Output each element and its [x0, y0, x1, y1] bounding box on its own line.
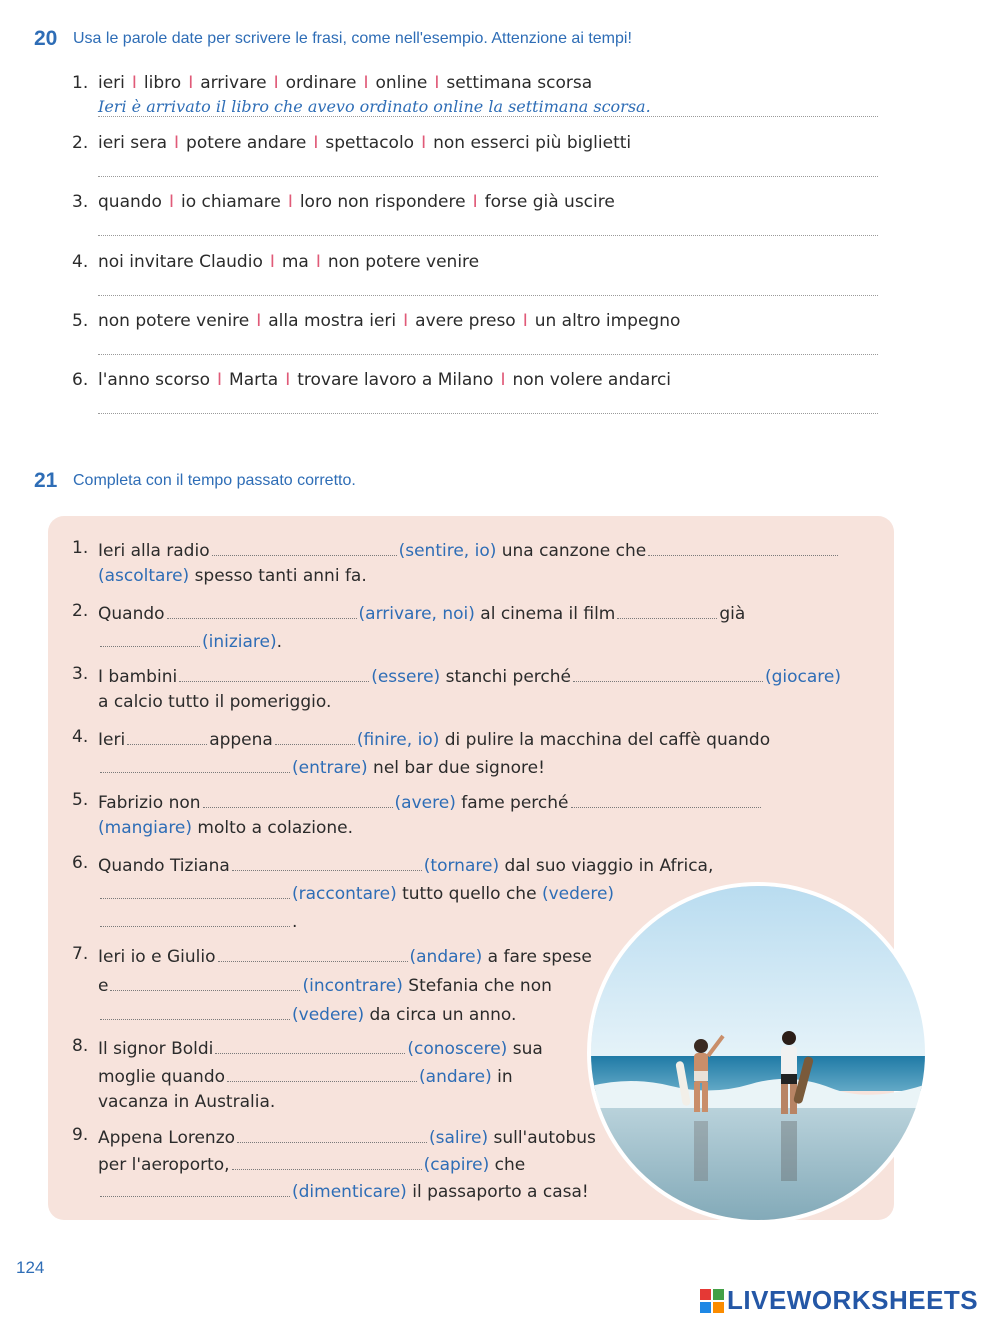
word-separator: I — [500, 370, 506, 390]
prompt-word: non potere venire — [327, 252, 480, 272]
sentence-text: dal suo viaggio in Africa, — [499, 856, 714, 876]
ex21-item-1-line — [98, 566, 367, 586]
sentence-text: Ieri alla radio — [98, 541, 210, 561]
prompt-word: online — [375, 73, 428, 93]
word-separator: I — [188, 73, 194, 93]
ex21-item-number: 3. — [72, 664, 89, 684]
answer-blank[interactable] — [573, 664, 763, 682]
word-separator: I — [217, 370, 223, 390]
sentence-text: Quando Tiziana — [98, 856, 230, 876]
example-answer: Ieri è arrivato il libro che avevo ordinato online la settimana scorsa. — [98, 97, 651, 116]
sentence-text: Fabrizio non — [98, 793, 201, 813]
liveworksheets-logo — [700, 1285, 978, 1316]
answer-blank[interactable] — [227, 1064, 417, 1082]
ex21-item-4-line — [98, 755, 545, 778]
ex20-item-5 — [72, 311, 680, 331]
answer-blank[interactable] — [179, 664, 369, 682]
sentence-text: moglie quando — [98, 1067, 226, 1087]
prompt-word: forse già uscire — [484, 192, 615, 212]
answer-blank[interactable] — [100, 1179, 290, 1197]
ex21-item-7-line — [98, 944, 592, 967]
item-number: 2. — [72, 133, 89, 153]
answer-blank[interactable] — [237, 1125, 427, 1143]
answer-blank[interactable] — [100, 755, 290, 773]
sentence-text: tutto quello che — [396, 884, 542, 904]
exercise-21-number: 21 — [34, 469, 58, 492]
sentence-text: Appena Lorenzo — [98, 1128, 236, 1148]
ex20-item-6 — [72, 370, 671, 390]
prompt-word: ordinare — [285, 73, 357, 93]
answer-blank[interactable] — [203, 790, 393, 808]
verb-hint: (tornare) — [423, 856, 500, 876]
word-separator: I — [315, 252, 321, 272]
answer-blank[interactable] — [100, 909, 290, 927]
sentence-text: Ieri — [98, 730, 126, 750]
prompt-word: ieri — [98, 73, 125, 93]
answer-blank[interactable] — [127, 727, 207, 745]
answer-line[interactable] — [98, 354, 878, 355]
sentence-text: nel bar due signore! — [367, 758, 545, 778]
item-number: 3. — [72, 192, 89, 212]
prompt-word: potere andare — [186, 133, 307, 153]
prompt-word: noi invitare Claudio — [98, 252, 263, 272]
ex20-item-4 — [72, 252, 479, 272]
ex21-item-6-line — [98, 853, 713, 876]
answer-blank[interactable] — [571, 790, 761, 808]
answer-line[interactable] — [98, 413, 878, 414]
prompt-word: ieri sera — [98, 133, 168, 153]
prompt-word: trovare lavoro a Milano — [297, 370, 494, 390]
verb-hint: (iniziare) — [202, 632, 277, 652]
prompt-word: arrivare — [200, 73, 267, 93]
ex21-item-number: 6. — [72, 853, 89, 873]
answer-line[interactable] — [98, 176, 878, 177]
verb-hint: (mangiare) — [98, 818, 193, 838]
prompt-word: ma — [281, 252, 309, 272]
answer-line[interactable] — [98, 235, 878, 236]
ex21-item-2-line — [98, 629, 282, 652]
verb-hint: (incontrare) — [302, 976, 403, 996]
beach-scene-icon — [591, 886, 929, 1224]
word-separator: I — [256, 311, 262, 331]
sentence-text: che — [489, 1155, 526, 1175]
liveworksheets-grid-icon — [700, 1289, 724, 1313]
sentence-text: appena — [209, 730, 273, 750]
ex21-item-9-line — [98, 1179, 589, 1202]
ex21-item-3-line — [98, 664, 841, 687]
sentence-text: per l'aeroporto, — [98, 1155, 230, 1175]
verb-hint: (conoscere) — [407, 1039, 508, 1059]
prompt-word: libro — [143, 73, 182, 93]
verb-hint: (arrivare, noi) — [358, 604, 475, 624]
verb-hint: (giocare) — [765, 667, 842, 687]
verb-hint: (essere) — [371, 667, 441, 687]
brand-name: LIVEWORKSHEETS — [727, 1285, 979, 1315]
sentence-text: di pulire la macchina del caffè quando — [439, 730, 771, 750]
prompt-word: Marta — [229, 370, 279, 390]
sentence-text: al cinema il film — [474, 604, 616, 624]
sentence-text: molto a colazione. — [192, 818, 353, 838]
answer-blank[interactable] — [110, 973, 300, 991]
word-separator: I — [434, 73, 440, 93]
word-separator: I — [131, 73, 137, 93]
prompt-word: io chiamare — [180, 192, 281, 212]
surfers-beach-photo — [587, 882, 929, 1224]
ex20-item-3 — [72, 192, 615, 212]
word-separator: I — [168, 192, 174, 212]
verb-hint: (vedere) — [541, 884, 615, 904]
verb-hint: (andare) — [419, 1067, 492, 1087]
answer-blank[interactable] — [232, 853, 422, 871]
sentence-text: già — [719, 604, 746, 624]
sentence-text: I bambini — [98, 667, 178, 687]
answer-blank[interactable] — [212, 538, 397, 556]
sentence-text: da circa un anno. — [364, 1005, 517, 1025]
word-separator: I — [403, 311, 409, 331]
page-number: 124 — [16, 1258, 45, 1277]
answer-blank[interactable] — [100, 629, 200, 647]
prompt-word: spettacolo — [325, 133, 415, 153]
exercise-21-instruction: Completa con il tempo passato corretto. — [73, 472, 356, 489]
answer-blank[interactable] — [167, 601, 357, 619]
sentence-text: . — [292, 912, 298, 932]
verb-hint: (andare) — [409, 947, 483, 967]
ex21-item-5-line — [98, 818, 353, 838]
answer-line[interactable] — [98, 295, 878, 296]
prompt-word: alla mostra ieri — [268, 311, 397, 331]
sentence-text: sull'autobus — [488, 1128, 596, 1148]
exercise-20-number: 20 — [34, 27, 58, 50]
sentence-text: vacanza in Australia. — [98, 1092, 276, 1112]
sentence-text: . — [276, 632, 283, 652]
ex21-item-3-line — [98, 692, 331, 712]
prompt-word: non volere andarci — [512, 370, 672, 390]
answer-blank[interactable] — [232, 1152, 422, 1170]
ex21-item-number: 9. — [72, 1125, 89, 1145]
word-separator: I — [285, 370, 291, 390]
verb-hint: (ascoltare) — [98, 566, 190, 586]
sentence-text: spesso tanti anni fa. — [189, 566, 367, 586]
item-number: 4. — [72, 252, 89, 272]
verb-hint: (avere) — [394, 793, 456, 813]
exercise-20-instruction: Usa le parole date per scrivere le frasi, come nell'esempio. Attenzione ai tempi! — [73, 30, 632, 47]
item-number: 5. — [72, 311, 89, 331]
item-number: 1. — [72, 73, 89, 93]
verb-hint: (capire) — [423, 1155, 490, 1175]
ex21-item-8-line — [98, 1064, 513, 1087]
ex20-item-2 — [72, 133, 631, 153]
word-separator: I — [269, 252, 275, 272]
prompt-word: non esserci più biglietti — [433, 133, 632, 153]
prompt-word: avere preso — [415, 311, 516, 331]
prompt-word: loro non rispondere — [299, 192, 466, 212]
word-separator: I — [273, 73, 279, 93]
ex21-item-8-line — [98, 1092, 275, 1112]
answer-blank[interactable] — [215, 1036, 405, 1054]
sentence-text: il passaporto a casa! — [406, 1182, 589, 1202]
ex21-item-number: 4. — [72, 727, 89, 747]
ex21-item-4-line — [98, 727, 770, 750]
verb-hint: (sentire, io) — [398, 541, 497, 561]
verb-hint: (entrare) — [292, 758, 368, 778]
sentence-text: fame perché — [455, 793, 569, 813]
word-separator: I — [522, 311, 528, 331]
sentence-text: a fare spese — [482, 947, 592, 967]
sentence-text: sua — [507, 1039, 543, 1059]
word-separator: I — [421, 133, 427, 153]
word-separator: I — [472, 192, 478, 212]
sentence-text: e — [98, 976, 109, 996]
ex21-item-6-line — [98, 881, 614, 904]
answer-blank[interactable] — [617, 601, 717, 619]
ex21-item-9-line — [98, 1152, 525, 1175]
prompt-word: settimana scorsa — [446, 73, 593, 93]
ex21-item-8-line — [98, 1036, 543, 1059]
answer-line[interactable] — [98, 116, 878, 117]
verb-hint: (vedere) — [292, 1005, 365, 1025]
word-separator: I — [174, 133, 180, 153]
sentence-text: Stefania che non — [402, 976, 552, 996]
prompt-word: quando — [98, 192, 162, 212]
item-number: 6. — [72, 370, 89, 390]
prompt-word: non potere venire — [98, 311, 250, 331]
sentence-text: Il signor Boldi — [98, 1039, 214, 1059]
ex21-item-6-line — [98, 909, 297, 932]
answer-blank[interactable] — [100, 1002, 290, 1020]
ex21-item-number: 8. — [72, 1036, 89, 1056]
word-separator: I — [363, 73, 369, 93]
verb-hint: (finire, io) — [356, 730, 440, 750]
ex21-item-9-line — [98, 1125, 596, 1148]
ex21-item-7-line — [98, 1002, 516, 1025]
sentence-text: Ieri io e Giulio — [98, 947, 216, 967]
word-separator: I — [313, 133, 319, 153]
sentence-text: in — [491, 1067, 513, 1087]
ex21-item-5-line — [98, 790, 763, 813]
answer-blank[interactable] — [648, 538, 838, 556]
word-separator: I — [287, 192, 293, 212]
prompt-word: l'anno scorso — [98, 370, 211, 390]
ex21-item-number: 5. — [72, 790, 89, 810]
verb-hint: (dimenticare) — [292, 1182, 407, 1202]
ex21-item-number: 1. — [72, 538, 89, 558]
answer-blank[interactable] — [100, 881, 290, 899]
ex21-item-number: 7. — [72, 944, 89, 964]
ex21-item-7-line — [98, 973, 552, 996]
sentence-text: Quando — [98, 604, 165, 624]
ex20-item-1 — [72, 73, 592, 93]
ex21-item-1-line — [98, 538, 840, 561]
sentence-text: stanchi perché — [440, 667, 571, 687]
ex21-item-2-line — [98, 601, 745, 624]
prompt-word: un altro impegno — [534, 311, 681, 331]
answer-blank[interactable] — [218, 944, 408, 962]
verb-hint: (raccontare) — [292, 884, 397, 904]
verb-hint: (salire) — [429, 1128, 489, 1148]
answer-blank[interactable] — [275, 727, 355, 745]
sentence-text: una canzone che — [496, 541, 647, 561]
sentence-text: a calcio tutto il pomeriggio. — [98, 692, 332, 712]
ex21-item-number: 2. — [72, 601, 89, 621]
